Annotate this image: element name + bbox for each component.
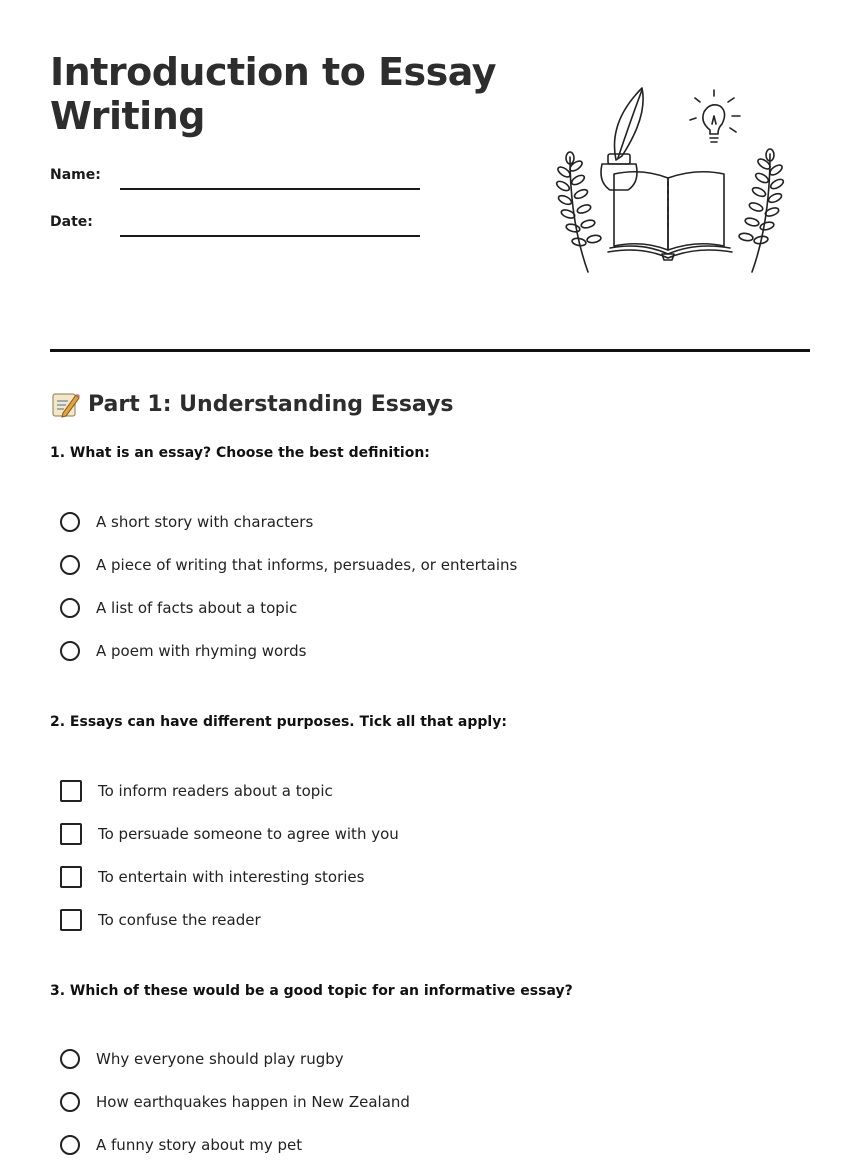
question-2-option-4[interactable] [60, 907, 261, 933]
option-label: A short story with characters [96, 513, 314, 531]
checkbox[interactable] [60, 780, 82, 802]
option-label: A poem with rhyming words [96, 642, 307, 660]
question-3-option-1[interactable] [60, 1046, 344, 1072]
radio-button[interactable] [60, 1135, 80, 1155]
question-1-option-2[interactable] [60, 552, 517, 578]
date-field-row [50, 213, 420, 231]
radio-button[interactable] [60, 1049, 80, 1069]
option-label: How earthquakes happen in New Zealand [96, 1093, 410, 1111]
option-label: A piece of writing that informs, persuades, or entertains [96, 556, 518, 574]
option-label: A funny story about my pet [96, 1136, 303, 1154]
question-3-option-3[interactable] [60, 1132, 302, 1158]
section-divider [50, 349, 810, 352]
question-3: 3. Which of these would be a good topic for an informative essay? [50, 983, 573, 999]
checkbox[interactable] [60, 823, 82, 845]
radio-button[interactable] [60, 555, 80, 575]
page-title: Introduction to Essay Writing [50, 50, 497, 138]
question-3-option-2[interactable] [60, 1089, 410, 1115]
option-label: To confuse the reader [98, 911, 261, 929]
name-input-line[interactable] [120, 188, 420, 190]
book-quill-illustration-icon [550, 82, 790, 282]
part1-heading [50, 389, 454, 419]
question-1-option-1[interactable] [60, 509, 313, 535]
option-label: A list of facts about a topic [96, 599, 298, 617]
part1-title: Part 1: Understanding Essays [88, 391, 454, 417]
radio-button[interactable] [60, 598, 80, 618]
checkbox[interactable] [60, 866, 82, 888]
option-label: To entertain with interesting stories [98, 868, 365, 886]
option-label: Why everyone should play rugby [96, 1050, 344, 1068]
date-input-line[interactable] [120, 235, 420, 237]
radio-button[interactable] [60, 641, 80, 661]
question-2-option-1[interactable] [60, 778, 333, 804]
question-2-option-3[interactable] [60, 864, 364, 890]
question-1: 1. What is an essay? Choose the best definition: [50, 445, 430, 461]
name-field-row [50, 166, 420, 184]
radio-button[interactable] [60, 1092, 80, 1112]
date-label: Date: [50, 214, 93, 230]
radio-button[interactable] [60, 512, 80, 532]
option-label: To inform readers about a topic [98, 782, 333, 800]
memo-icon [50, 389, 80, 419]
name-label: Name: [50, 167, 101, 183]
option-label: To persuade someone to agree with you [98, 825, 399, 843]
question-2-option-2[interactable] [60, 821, 399, 847]
question-1-option-3[interactable] [60, 595, 297, 621]
checkbox[interactable] [60, 909, 82, 931]
question-1-option-4[interactable] [60, 638, 306, 664]
question-2: 2. Essays can have different purposes. Tick all that apply: [50, 714, 507, 730]
